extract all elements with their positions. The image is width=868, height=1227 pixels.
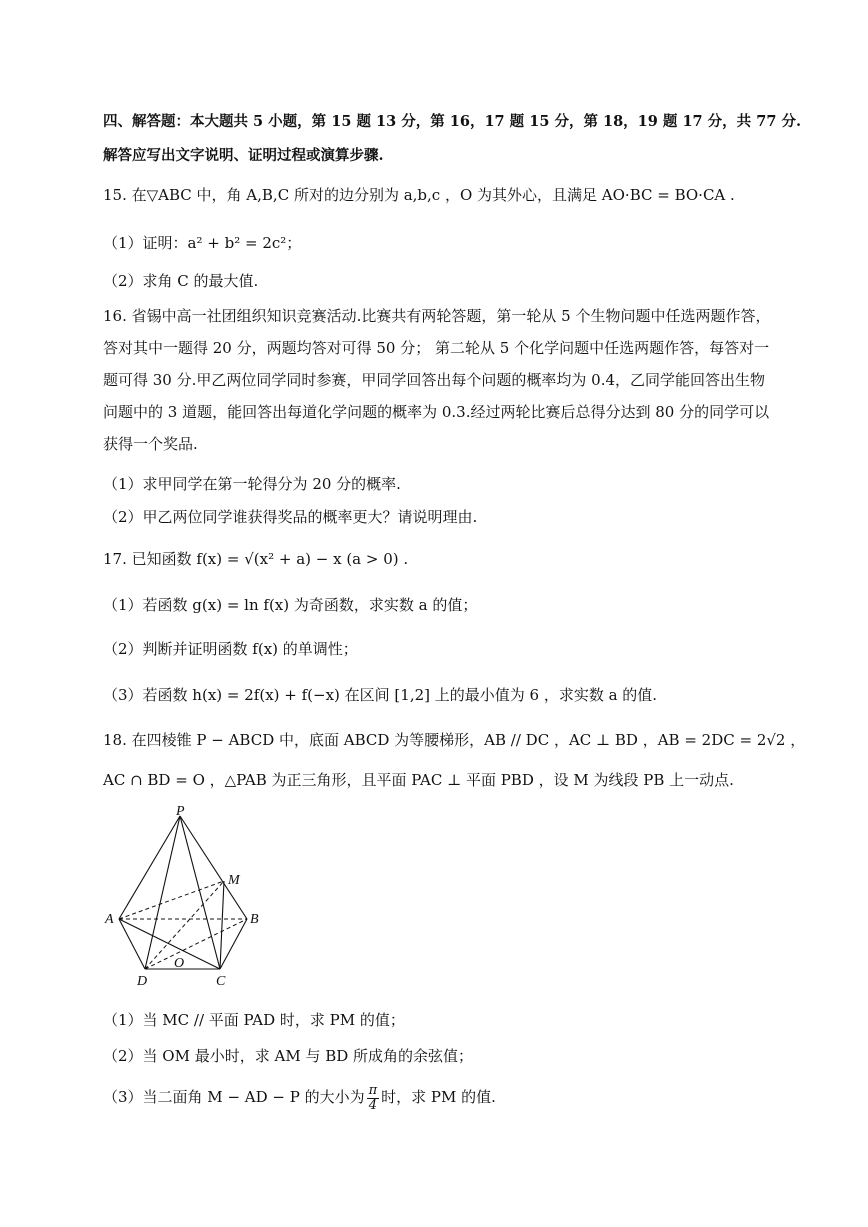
q18-line2: AC ∩ BD = O ，△PAB 为正三角形，且平面 PAC ⊥ 平面 PBD ，设 M 为线段 PB 上一动点. xyxy=(103,771,734,789)
q16-part1: （1）求甲同学在第一轮得分为 20 分的概率. xyxy=(103,475,401,493)
label-C: C xyxy=(216,974,226,989)
q15-part1: （1）证明：a² + b² = 2c²； xyxy=(103,234,302,252)
label-D: D xyxy=(137,974,148,989)
label-B: B xyxy=(250,912,259,927)
pi-over-4-fraction xyxy=(367,1084,380,1113)
q18-line1: 18. 在四棱锥 P − ABCD 中，底面 ABCD 为等腰梯形，AB // DC ，AC ⊥ BD ，AB = 2DC = 2√2 ， xyxy=(103,731,806,749)
q17-stem: 17. 已知函数 f(x) = √(x² + a) − x (a > 0) . xyxy=(103,550,409,568)
label-O: O xyxy=(174,956,185,971)
q16-line2: 答对其中一题得 20 分，两题均答对可得 50 分； 第二轮从 5 个化学问题中任选两题作答，每答对一 xyxy=(103,339,770,357)
pyramid-figure xyxy=(100,804,270,994)
q16-line5: 获得一个奖品. xyxy=(103,435,198,453)
label-P: P xyxy=(176,804,185,819)
q15-part2: （2）求角 C 的最大值. xyxy=(103,272,259,290)
label-A: A xyxy=(105,912,114,927)
q18-part2: （2）当 OM 最小时，求 AM 与 BD 所成角的余弦值； xyxy=(103,1047,474,1065)
q16-line1: 16. 省锡中高一社团组织知识竞赛活动.比赛共有两轮答题，第一轮从 5 个生物问题中任选两题作答， xyxy=(103,307,771,325)
fraction-numerator: π xyxy=(368,1082,378,1098)
q18-part3-before: （3）当二面角 M − AD − P 的大小为 xyxy=(103,1088,365,1106)
q16-line3: 题可得 30 分.甲乙两位同学同时参赛，甲同学回答出每个问题的概率均为 0.4，乙同学能回答出生物 xyxy=(103,371,766,389)
section-header-line1: 四、解答题：本大题共 5 小题，第 15 题 13 分，第 16，17 题 15 分，第 18，19 题 17 分，共 77 分. xyxy=(103,113,802,130)
q17-part2: （2）判断并证明函数 f(x) 的单调性； xyxy=(103,640,358,658)
q18-part1: （1）当 MC // 平面 PAD 时，求 PM 的值； xyxy=(103,1011,405,1029)
q16-line4: 问题中的 3 道题，能回答出每道化学问题的概率为 0.3.经过两轮比赛后总得分达到 80 分的同学可以 xyxy=(103,403,770,421)
label-M: M xyxy=(228,873,240,888)
section-header-line2: 解答应写出文字说明、证明过程或演算步骤. xyxy=(103,147,384,164)
q17-part1: （1）若函数 g(x) = ln f(x) 为奇函数，求实数 a 的值； xyxy=(103,596,478,614)
q16-part2: （2）甲乙两位同学谁获得奖品的概率更大？请说明理由. xyxy=(103,508,478,526)
q18-part3-after: 时，求 PM 的值. xyxy=(381,1088,496,1106)
q15-stem: 15. 在▽ABC 中，角 A,B,C 所对的边分别为 a,b,c ，O 为其外心，且满足 AO·BC = BO·CA . xyxy=(103,186,735,204)
fraction-denominator: 4 xyxy=(368,1097,378,1113)
q18-part3 xyxy=(103,1082,496,1113)
q17-part3: （3）若函数 h(x) = 2f(x) + f(−x) 在区间 [1,2] 上的最小值为 6 ，求实数 a 的值. xyxy=(103,686,658,704)
